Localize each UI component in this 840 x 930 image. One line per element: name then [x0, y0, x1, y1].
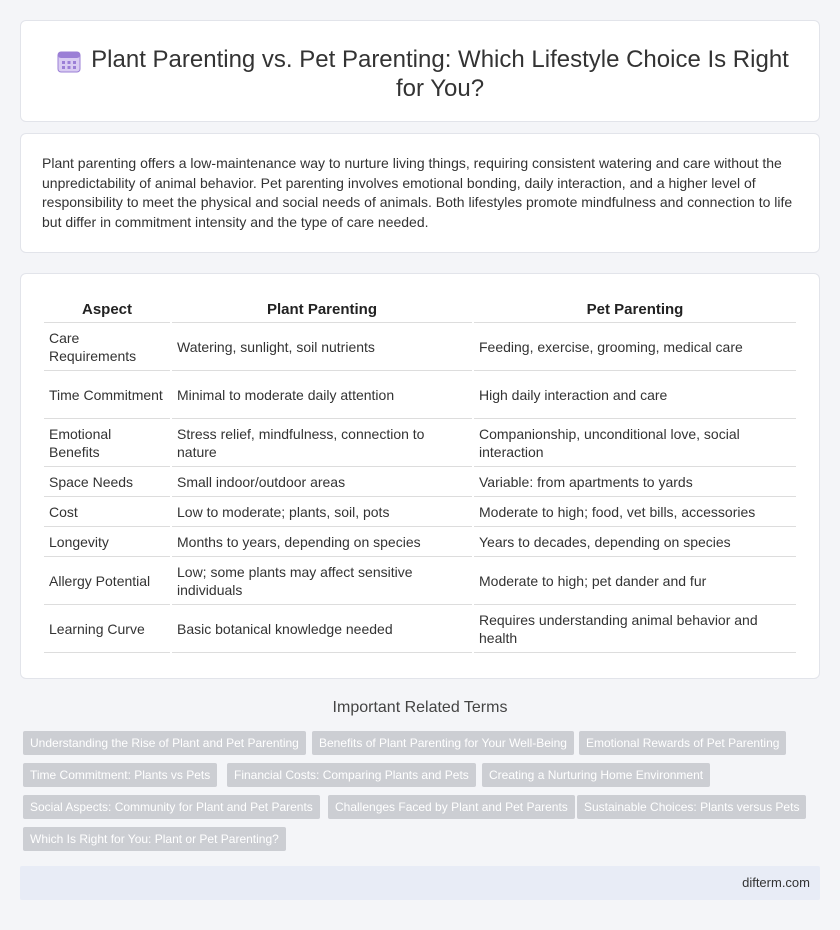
table-row	[44, 497, 796, 527]
related-term-tag[interactable]: Time Commitment: Plants vs Pets	[23, 763, 217, 787]
table-cell: Care Requirements	[44, 323, 170, 371]
related-term-tag[interactable]: Sustainable Choices: Plants versus Pets	[577, 795, 806, 819]
table-row	[44, 467, 796, 497]
table-cell: High daily interaction and care	[474, 371, 796, 419]
table-cell: Years to decades, depending on species	[474, 527, 796, 557]
title-card	[20, 20, 820, 122]
table-cell: Time Commitment	[44, 371, 170, 419]
related-terms-heading: Important Related Terms	[332, 699, 508, 716]
table-cell: Companionship, unconditional love, social interaction	[474, 419, 796, 467]
table-row	[44, 323, 796, 371]
footer	[20, 866, 820, 900]
comparison-card	[20, 273, 820, 679]
table-cell: Allergy Potential	[44, 557, 170, 605]
comparison-table	[42, 295, 798, 653]
related-term-tag[interactable]: Which Is Right for You: Plant or Pet Parenting?	[23, 827, 286, 851]
table-cell: Moderate to high; pet dander and fur	[474, 557, 796, 605]
table-cell: Minimal to moderate daily attention	[172, 371, 472, 419]
table-row	[44, 605, 796, 653]
table-cell: Longevity	[44, 527, 170, 557]
related-term-tag[interactable]: Challenges Faced by Plant and Pet Parents	[328, 795, 575, 819]
table-cell: Basic botanical knowledge needed	[172, 605, 472, 653]
table-row	[44, 527, 796, 557]
table-row	[44, 419, 796, 467]
table-cell: Cost	[44, 497, 170, 527]
table-cell: Emotional Benefits	[44, 419, 170, 467]
table-cell: Feeding, exercise, grooming, medical care	[474, 323, 796, 371]
table-cell: Space Needs	[44, 467, 170, 497]
related-term-tag[interactable]: Understanding the Rise of Plant and Pet Parenting	[23, 731, 306, 755]
intro-paragraph: Plant parenting offers a low-maintenance way to nurture living things, requiring consistent watering and care without the unpredictability of animal behavior. Pet parenting involves emotional bonding, daily interaction, and a higher level of responsibility to meet the physical and social needs of animals. Both lifestyles promote mindfulness and connection to life but differ in commitment intensity and the type of care needed.	[42, 155, 793, 230]
related-term-tag[interactable]: Financial Costs: Comparing Plants and Pets	[227, 763, 476, 787]
calendar-icon	[56, 48, 82, 74]
table-row	[44, 371, 796, 419]
table-cell: Small indoor/outdoor areas	[172, 467, 472, 497]
table-row	[44, 557, 796, 605]
related-term-tag[interactable]: Social Aspects: Community for Plant and Pet Parents	[23, 795, 320, 819]
column-header: Pet Parenting	[474, 295, 796, 323]
table-cell: Requires understanding animal behavior and health	[474, 605, 796, 653]
table-cell: Stress relief, mindfulness, connection to nature	[172, 419, 472, 467]
related-term-tag[interactable]: Benefits of Plant Parenting for Your Well-Being	[312, 731, 574, 755]
footer-site[interactable]: difterm.com	[742, 875, 810, 890]
column-header: Aspect	[44, 295, 170, 323]
related-term-tag[interactable]: Creating a Nurturing Home Environment	[482, 763, 710, 787]
table-cell: Months to years, depending on species	[172, 527, 472, 557]
table-cell: Low; some plants may affect sensitive individuals	[172, 557, 472, 605]
table-cell: Watering, sunlight, soil nutrients	[172, 323, 472, 371]
column-header: Plant Parenting	[172, 295, 472, 323]
table-cell: Variable: from apartments to yards	[474, 467, 796, 497]
related-term-tag[interactable]: Emotional Rewards of Pet Parenting	[579, 731, 786, 755]
table-cell: Learning Curve	[44, 605, 170, 653]
table-header-row	[44, 295, 796, 323]
table-cell: Moderate to high; food, vet bills, accessories	[474, 497, 796, 527]
page-title: Plant Parenting vs. Pet Parenting: Which Lifestyle Choice Is Right for You?	[91, 46, 789, 102]
table-cell: Low to moderate; plants, soil, pots	[172, 497, 472, 527]
intro-card	[20, 133, 820, 253]
